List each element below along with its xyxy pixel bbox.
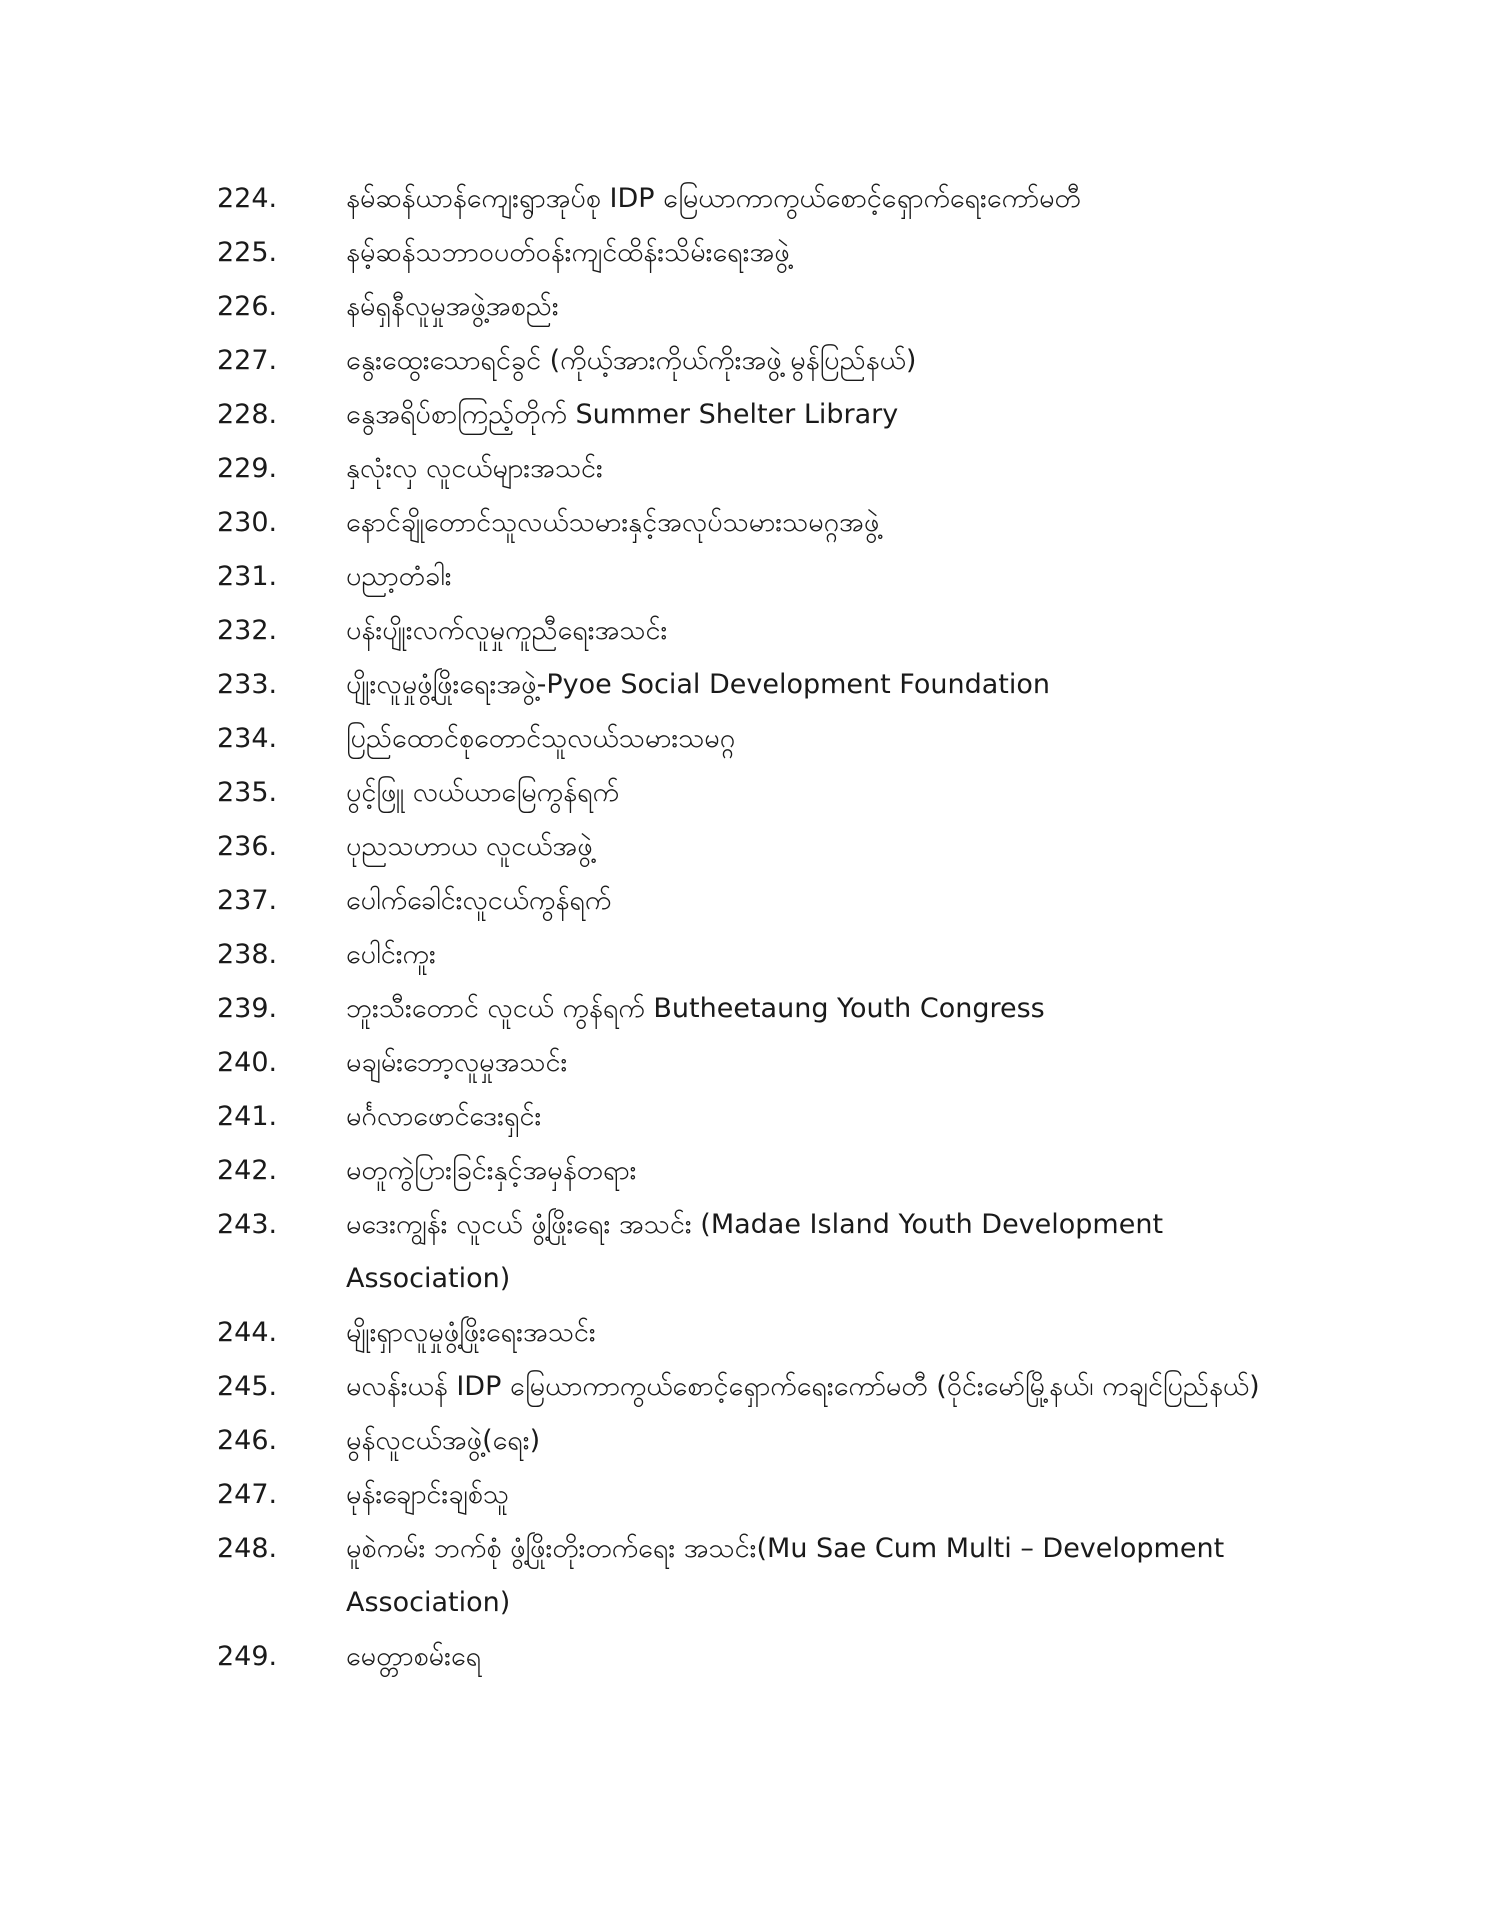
item-number: 236. (217, 831, 278, 862)
list-item (0, 874, 1488, 928)
item-text: မုန်းချောင်းချစ်သူ (346, 1479, 510, 1510)
list-item (0, 766, 1488, 820)
list-item (0, 604, 1488, 658)
list-item (0, 928, 1488, 982)
item-text: မင်္ဂလာဖောင်ဒေးရှင်း (346, 1101, 542, 1132)
item-text: ပန်းပျိုးလက်လူမှုကူညီရေးအသင်း (346, 615, 668, 646)
item-text: မျိုးရှာလူမှုဖွံ့ဖြိုးရေးအသင်း (346, 1317, 596, 1348)
list-item (0, 1630, 1488, 1684)
item-number: 245. (217, 1371, 278, 1402)
list-item (0, 442, 1488, 496)
item-number: 249. (217, 1641, 278, 1672)
item-number: 241. (217, 1101, 278, 1132)
list-item (0, 172, 1488, 226)
list-item (0, 280, 1488, 334)
item-number: 247. (217, 1479, 278, 1510)
item-text: မွန်လူငယ်အဖွဲ့(ရေး) (346, 1425, 541, 1456)
item-number: 238. (217, 939, 278, 970)
list-item (0, 982, 1488, 1036)
item-number: 226. (217, 291, 278, 322)
item-number: 239. (217, 993, 278, 1024)
organization-list (0, 172, 1488, 1684)
item-number: 248. (217, 1533, 278, 1564)
item-number: 233. (217, 669, 278, 700)
list-item (0, 1090, 1488, 1144)
item-number: 229. (217, 453, 278, 484)
list-item (0, 226, 1488, 280)
item-text: ဘူးသီးတောင် လူငယ် ကွန်ရက် Butheetaung Youth Congress (346, 993, 1045, 1024)
list-item (0, 1522, 1488, 1630)
list-item (0, 658, 1488, 712)
item-text: နောင်ချိုတောင်သူလယ်သမားနှင့်အလုပ်သမားသမဂ္ဂအဖွဲ့ (346, 507, 880, 538)
list-item (0, 1144, 1488, 1198)
item-number: 242. (217, 1155, 278, 1186)
list-item (0, 1306, 1488, 1360)
item-number: 227. (217, 345, 278, 376)
item-number: 235. (217, 777, 278, 808)
item-number: 230. (217, 507, 278, 538)
item-text: နမ်ဆန်ယာန်ကျေးရွာအုပ်စု IDP မြေယာကာကွယ်စောင့်ရှောက်ရေးကော်မတီ (346, 183, 1081, 214)
item-number: 234. (217, 723, 278, 754)
item-text: နမ်ရှနီလူမှုအဖွဲ့အစည်း (346, 291, 559, 322)
list-item (0, 1360, 1488, 1414)
item-number: 224. (217, 183, 278, 214)
list-item (0, 550, 1488, 604)
item-number: 244. (217, 1317, 278, 1348)
list-item (0, 1468, 1488, 1522)
list-item (0, 820, 1488, 874)
item-number: 237. (217, 885, 278, 916)
item-number: 240. (217, 1047, 278, 1078)
item-text: မချမ်းဘော့လူမှုအသင်း (346, 1047, 568, 1078)
item-number: 246. (217, 1425, 278, 1456)
item-text: နွေးထွေးသောရင်ခွင် (ကိုယ့်အားကိုယ်ကိုးအဖွဲ့ မွန်ပြည်နယ်) (346, 345, 917, 376)
item-text: ပညာ့တံခါး (346, 561, 452, 592)
item-text: ပုညသဟာယ လူငယ်အဖွဲ့ (346, 831, 593, 862)
item-number: 243. (217, 1209, 278, 1240)
list-item (0, 712, 1488, 766)
list-item (0, 496, 1488, 550)
item-text: နမ့်ဆန်သဘာဝပတ်ဝန်းကျင်ထိန်းသိမ်းရေးအဖွဲ့ (346, 237, 790, 268)
item-text: နွေအရိပ်စာကြည့်တိုက် Summer Shelter Library (346, 399, 899, 430)
item-text: မူစဲကမ်း ဘက်စုံ ဖွံ့ဖြိုးတိုးတက်ရေး အသင်း(Mu Sae Cum Multi – Development Association) (346, 1533, 1225, 1618)
item-text: မလန်းယန် IDP မြေယာကာကွယ်စောင့်ရှောက်ရေးကော်မတီ (ဝိုင်းမော်မြို့နယ်၊ ကချင်ပြည်နယ်) (346, 1371, 1260, 1402)
list-item (0, 388, 1488, 442)
item-text: ပျိုးလူမှုဖွံ့ဖြိုးရေးအဖွဲ့-Pyoe Social Development Foundation (346, 669, 1051, 700)
item-number: 232. (217, 615, 278, 646)
item-text: ပွင့်ဖြူ လယ်ယာမြေကွန်ရက် (346, 777, 619, 808)
item-text: ပေါင်းကူး (346, 939, 436, 970)
item-number: 225. (217, 237, 278, 268)
list-item (0, 334, 1488, 388)
item-text: ပေါက်ခေါင်းလူငယ်ကွန်ရက် (346, 885, 612, 916)
item-text: နှလုံးလှ လူငယ်များအသင်း (346, 453, 603, 484)
list-item (0, 1198, 1488, 1306)
item-number: 228. (217, 399, 278, 430)
item-number: 231. (217, 561, 278, 592)
item-text: မေတ္တာစမ်းရေ (346, 1641, 482, 1672)
list-item (0, 1036, 1488, 1090)
item-text: ပြည်ထောင်စုတောင်သူလယ်သမားသမဂ္ဂ (346, 723, 736, 754)
list-item (0, 1414, 1488, 1468)
item-text: မဒေးကျွန်း လူငယ် ဖွံ့ဖြိုးရေး အသင်း (Madae Island Youth Development Association) (346, 1209, 1164, 1294)
item-text: မတူကွဲပြားခြင်းနှင့်အမှန်တရား (346, 1155, 637, 1186)
